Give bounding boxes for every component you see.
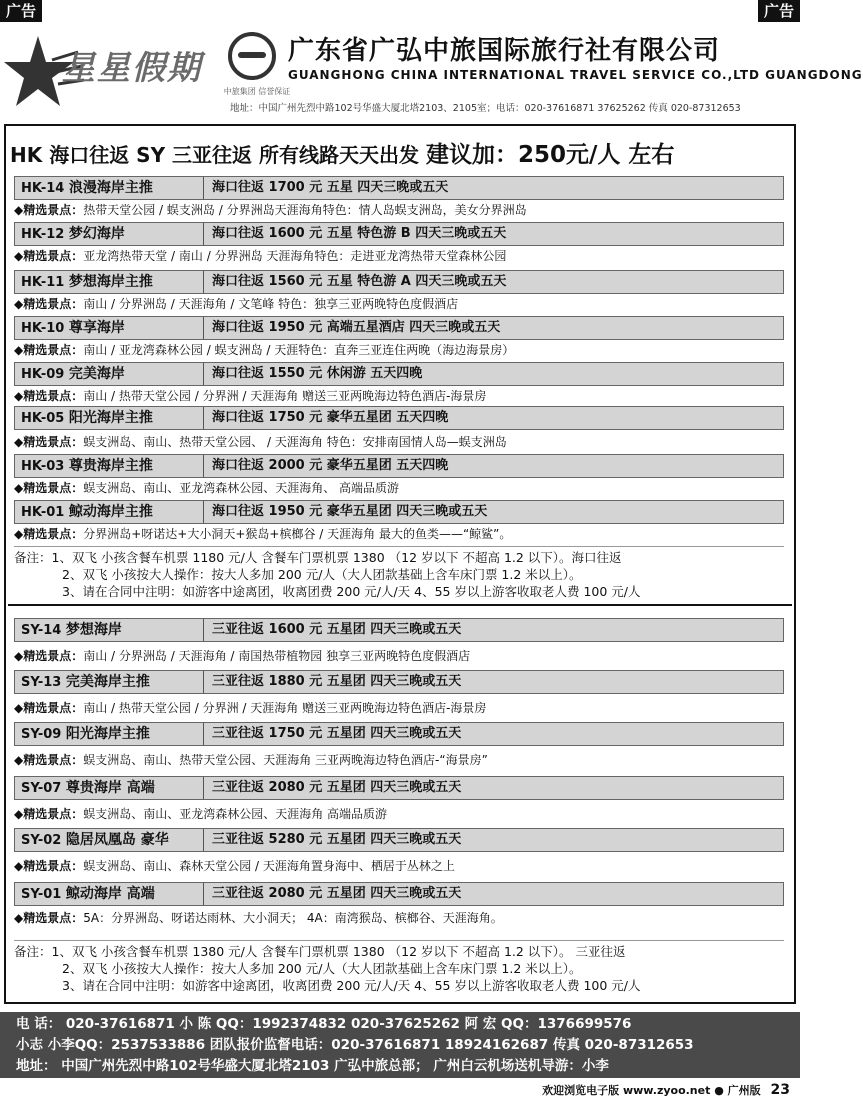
route-spots — [14, 698, 784, 718]
spots-text: 南山 / 热带天堂公园 / 分界洲 / 天涯海角 赠送三亚两晚海边特色酒店-海景房 — [83, 701, 487, 715]
route-spots — [14, 340, 784, 360]
sy-notes — [14, 940, 784, 994]
route-title — [14, 828, 784, 852]
route-spots — [14, 246, 784, 266]
route-code: SY-13 — [21, 675, 62, 690]
cts-emblem-icon — [228, 32, 276, 80]
spots-text: 南山 / 分界洲岛 / 天涯海角 / 文笔峰 特色：独享三亚两晚特色度假酒店 — [83, 297, 459, 311]
spots-label: ◆精选景点： — [14, 527, 84, 541]
company-name-cn: 广东省广弘中旅国际旅行社有限公司 — [288, 36, 721, 66]
spots-label: ◆精选景点： — [14, 911, 84, 925]
route-detail: 海口往返 1600 元 五星 特色游 B 四天三晚或五天 — [203, 223, 506, 245]
route-title — [14, 618, 784, 642]
route-title — [14, 222, 784, 246]
spots-text: 蜈支洲岛、南山、亚龙湾森林公园、天涯海角、 高端品质游 — [83, 481, 400, 495]
route-spots — [14, 856, 784, 876]
route-spots — [14, 908, 784, 928]
route-code: SY-09 — [21, 727, 62, 742]
route-code: SY-02 — [21, 833, 62, 848]
note-line: 3、请在合同中注明：如游客中途离团，收离团费 200 元/人/天 4、55 岁以上游客收取老人费 100 元/人 — [62, 584, 641, 599]
spots-label: ◆精选景点： — [14, 203, 84, 217]
emblem-caption: 中旅集团 信誉保证 — [223, 87, 291, 96]
route-detail: 三亚往返 2080 元 五星团 四天三晚或五天 — [203, 777, 461, 799]
route-detail: 三亚往返 1600 元 五星团 四天三晚或五天 — [203, 619, 461, 641]
route-title — [14, 882, 784, 906]
spots-label: ◆精选景点： — [14, 389, 84, 403]
route-spots — [14, 200, 784, 220]
route-detail: 海口往返 1950 元 豪华五星团 四天三晚或五天 — [203, 501, 487, 523]
route-detail: 海口往返 1700 元 五星 四天三晚或五天 — [203, 177, 448, 199]
route-title — [14, 500, 784, 524]
route-spots — [14, 432, 784, 452]
spots-label: ◆精选景点： — [14, 249, 84, 263]
route-code: HK-14 — [21, 181, 65, 196]
ad-label-right: 广告 — [758, 0, 800, 22]
spots-text: 热带天堂公园 / 蜈支洲岛 / 分界洲岛天涯海角特色：情人岛蜈支洲岛，美女分界洲岛 — [83, 203, 527, 217]
route-name: 梦想海岸 — [65, 622, 122, 638]
route-name: 鲸动海岸主推 — [68, 504, 153, 520]
section-divider — [8, 604, 792, 606]
route-name: 阳光海岸主推 — [68, 410, 153, 426]
route-name: 鲸动海岸 高端 — [65, 886, 155, 902]
page-number: 23 — [770, 1082, 790, 1098]
route-spots — [14, 646, 784, 666]
page-bottom-strip — [0, 1080, 800, 1100]
route-title — [14, 454, 784, 478]
spots-text: 南山 / 亚龙湾森林公园 / 蜈支洲岛 / 天涯特色：直奔三亚连住两晚（海边海景房） — [83, 343, 515, 357]
route-title — [14, 176, 784, 200]
route-detail: 三亚往返 2080 元 五星团 四天三晚或五天 — [203, 883, 461, 905]
route-code: HK-05 — [21, 411, 65, 426]
route-code: SY-07 — [21, 781, 62, 796]
route-detail: 海口往返 2000 元 豪华五星团 五天四晚 — [203, 455, 448, 477]
route-name: 尊享海岸 — [68, 320, 125, 336]
route-name: 完美海岸 — [68, 366, 125, 382]
route-code: SY-14 — [21, 623, 62, 638]
route-name: 阳光海岸主推 — [65, 726, 150, 742]
website-text: 欢迎浏览电子版 www.zyoo.net — [542, 1084, 711, 1097]
route-spots — [14, 750, 784, 770]
route-code: HK-10 — [21, 321, 65, 336]
spots-label: ◆精选景点： — [14, 859, 84, 873]
route-detail: 海口往返 1560 元 五星 特色游 A 四天三晚或五天 — [203, 271, 506, 293]
company-name-en: GUANGHONG CHINA INTERNATIONAL TRAVEL SERVICE CO.,LTD GUANGDONG — [288, 68, 863, 82]
spots-label: ◆精选景点： — [14, 807, 84, 821]
route-name: 隐居凤凰岛 豪华 — [65, 832, 169, 848]
note-line: 备注：1、双飞 小孩含餐车机票 1380 元/人 含餐车门票机票 1380 （12 岁以下 不超高 1.2 以下）。 三亚往返 — [14, 944, 626, 959]
headline-main: HK 海口往返 SY 三亚往返 所有线路天天出发 — [10, 143, 419, 167]
route-detail: 海口往返 1750 元 豪华五星团 五天四晚 — [203, 407, 448, 429]
spots-text: 南山 / 分界洲岛 / 天涯海角 / 南国热带植物园 独享三亚两晚特色度假酒店 — [83, 649, 471, 663]
company-address: 地址：中国广州先烈中路102号华盛大厦北塔2103、2105室；电话：020-37616871 37625262 传真 020-87312653 — [230, 103, 741, 114]
route-detail: 三亚往返 1880 元 五星团 四天三晚或五天 — [203, 671, 461, 693]
ad-label-left: 广告 — [0, 0, 42, 22]
route-spots — [14, 386, 784, 406]
footer-phone-line: 电 话： 020-37616871 小 陈 QQ：1992374832 020-37625262 阿 宏 QQ：1376699576 — [16, 1016, 632, 1032]
headline-suggest: 建议加：250元/人 左右 — [425, 142, 675, 168]
spots-text: 亚龙湾热带天堂 / 南山 / 分界洲岛 天涯海角特色：走进亚龙湾热带天堂森林公园 — [83, 249, 507, 263]
route-title — [14, 776, 784, 800]
spots-text: 分界洲岛+呀诺达+大小洞天+猴岛+槟榔谷 / 天涯海角 最大的鱼类——“鲸鲨”。 — [83, 527, 512, 541]
note-line: 3、请在合同中注明：如游客中途离团，收离团费 200 元/人/天 4、55 岁以上游客收取老人费 100 元/人 — [62, 978, 641, 993]
hk-notes — [14, 546, 784, 600]
spots-label: ◆精选景点： — [14, 481, 84, 495]
route-spots — [14, 524, 784, 544]
route-detail: 海口往返 1550 元 休闲游 五天四晚 — [203, 363, 422, 385]
note-line: 2、双飞 小孩按大人操作：按大人多加 200 元/人（大人团款基础上含车床门票 1.2 米以上）。 — [62, 567, 582, 582]
spots-text: 蜈支洲岛、南山、森林天堂公园 / 天涯海角置身海中、栖居于丛林之上 — [83, 859, 455, 873]
route-spots — [14, 294, 784, 314]
route-name: 梦想海岸主推 — [68, 274, 153, 290]
route-name: 尊贵海岸 高端 — [65, 780, 155, 796]
spots-text: 5A：分界洲岛、呀诺达雨林、大小洞天； 4A：南湾猴岛、槟榔谷、天涯海角。 — [83, 911, 503, 925]
route-spots — [14, 804, 784, 824]
headline — [10, 136, 674, 169]
route-detail: 三亚往返 5280 元 五星团 四天三晚或五天 — [203, 829, 461, 851]
spots-text: 蜈支洲岛、南山、热带天堂公园、 / 天涯海角 特色：安排南国情人岛—蜈支洲岛 — [83, 435, 507, 449]
edition-label: 广州版 — [727, 1084, 761, 1097]
note-line: 备注：1、双飞 小孩含餐车机票 1180 元/人 含餐车门票机票 1380 （12 岁以下 不超高 1.2 以下）。海口往返 — [14, 550, 622, 565]
brand-star-name: 星星假期 — [62, 48, 202, 87]
route-title — [14, 670, 784, 694]
spots-label: ◆精选景点： — [14, 343, 84, 357]
footer-address-line: 地址： 中国广州先烈中路102号华盛大厦北塔2103 广弘中旅总部； 广州白云机场送机导游：小李 — [16, 1058, 609, 1074]
spots-text: 蜈支洲岛、南山、热带天堂公园、天涯海角 三亚两晚海边特色酒店-“海景房” — [83, 753, 488, 767]
route-code: HK-11 — [21, 275, 65, 290]
spots-text: 蜈支洲岛、南山、亚龙湾森林公园、天涯海角 高端品质游 — [83, 807, 388, 821]
route-name: 尊贵海岸主推 — [68, 458, 153, 474]
spots-label: ◆精选景点： — [14, 649, 84, 663]
route-name: 完美海岸主推 — [65, 674, 150, 690]
footer-qq-line: 小志 小李QQ：2537533886 团队报价监督电话：020-37616871 18924162687 传真 020-87312653 — [16, 1037, 694, 1053]
route-code: HK-01 — [21, 505, 65, 520]
route-title — [14, 722, 784, 746]
spots-label: ◆精选景点： — [14, 701, 84, 715]
spots-label: ◆精选景点： — [14, 297, 84, 311]
route-title — [14, 362, 784, 386]
route-spots — [14, 478, 784, 498]
route-title — [14, 406, 784, 430]
spots-text: 南山 / 热带天堂公园 / 分界洲 / 天涯海角 赠送三亚两晚海边特色酒店-海景房 — [83, 389, 487, 403]
route-code: SY-01 — [21, 887, 62, 902]
route-name: 浪漫海岸主推 — [68, 180, 153, 196]
spots-label: ◆精选景点： — [14, 435, 84, 449]
route-detail: 海口往返 1950 元 高端五星酒店 四天三晚或五天 — [203, 317, 500, 339]
route-code: HK-09 — [21, 367, 65, 382]
route-title — [14, 270, 784, 294]
route-title — [14, 316, 784, 340]
edition-icon: ● — [714, 1084, 724, 1097]
page-header — [0, 24, 863, 120]
contact-footer — [0, 1012, 800, 1078]
route-code: HK-03 — [21, 459, 65, 474]
spots-label: ◆精选景点： — [14, 753, 84, 767]
note-line: 2、双飞 小孩按大人操作：按大人多加 200 元/人（大人团款基础上含车床门票 1.2 米以上）。 — [62, 961, 582, 976]
route-code: HK-12 — [21, 227, 65, 242]
route-detail: 三亚往返 1750 元 五星团 四天三晚或五天 — [203, 723, 461, 745]
route-name: 梦幻海岸 — [68, 226, 125, 242]
